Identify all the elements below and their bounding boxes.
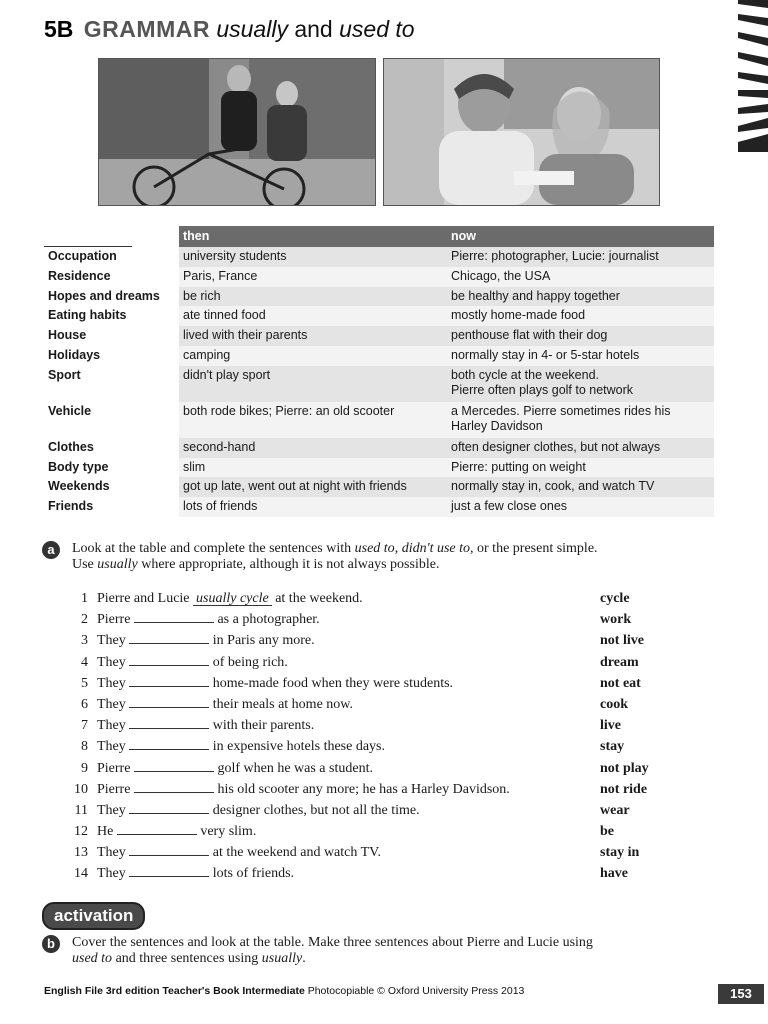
photo-couple-image <box>384 59 659 205</box>
instr-part: . <box>302 951 306 966</box>
sentence-subject: They <box>97 802 126 818</box>
row-label: Weekends <box>48 479 110 494</box>
sentence-number: 9 <box>81 760 88 776</box>
verb-prompt: cook <box>600 696 628 712</box>
verb-prompt: be <box>600 824 614 840</box>
answer-blank[interactable]: usually cycle <box>193 592 272 606</box>
sentence-subject: They <box>97 718 126 734</box>
table-row <box>44 438 714 458</box>
section-label: GRAMMAR <box>83 16 210 42</box>
instr-italic: used to <box>354 541 395 556</box>
sentence-row <box>70 758 700 779</box>
sentence-number: 4 <box>81 654 88 670</box>
page-number: 153 <box>718 984 764 1004</box>
exercise-sentences <box>70 588 700 885</box>
row-then: didn't play sport <box>179 366 447 402</box>
sunburst-decoration <box>738 0 768 152</box>
row-label: Sport <box>48 367 81 382</box>
answer-blank[interactable] <box>129 695 209 708</box>
row-now: Pierre: putting on weight <box>447 458 714 478</box>
header-then: then <box>179 226 447 247</box>
instr-italic: didn't use to <box>401 541 471 556</box>
answer-blank[interactable] <box>134 610 214 623</box>
sentence-row <box>70 821 700 842</box>
sentence-number: 14 <box>74 866 88 882</box>
verb-prompt: not play <box>600 760 649 776</box>
sentence-rest: his old scooter any more; he has a Harley Davidson. <box>217 781 510 797</box>
sentence-rest: at the weekend and watch TV. <box>212 845 381 861</box>
then-now-table <box>44 226 714 517</box>
row-now-line1: a Mercedes. Pierre sometimes rides his <box>451 403 671 418</box>
sentence-number: 13 <box>74 845 88 861</box>
row-now <box>447 366 714 402</box>
sentence-row <box>70 694 700 715</box>
instr-part: and three sentences using <box>112 951 262 966</box>
row-now: often designer clothes, but not always <box>447 438 714 458</box>
row-label: Clothes <box>48 439 94 454</box>
footer-rights: Photocopiable © Oxford University Press 2013 <box>304 985 525 997</box>
row-label: Vehicle <box>48 403 92 418</box>
sentence-subject: He <box>97 824 114 840</box>
row-now <box>447 402 714 438</box>
answer-blank[interactable] <box>117 822 197 835</box>
verb-prompt: not ride <box>600 781 648 797</box>
sentence-rest: as a photographer. <box>217 612 320 628</box>
sentence-row <box>70 842 700 863</box>
footer-credit <box>44 985 524 997</box>
row-then: Paris, France <box>179 267 447 287</box>
instr-italic: usually <box>97 557 138 572</box>
answer-blank[interactable] <box>129 801 209 814</box>
row-label: Holidays <box>48 347 101 362</box>
row-now-line1: both cycle at the weekend. <box>451 367 600 382</box>
exercise-a-badge: a <box>42 541 60 559</box>
row-then: lots of friends <box>179 497 447 517</box>
sentence-rest: in Paris any more. <box>212 633 315 649</box>
row-label: Body type <box>48 459 109 474</box>
exercise-b-text <box>72 935 702 967</box>
exercise-a-instructions <box>42 541 702 573</box>
answer-blank[interactable] <box>129 653 209 666</box>
sentence-rest: designer clothes, but not all the time. <box>212 802 420 818</box>
answer-blank[interactable] <box>129 737 209 750</box>
photo-cyclists <box>98 58 376 206</box>
sentence-subject: They <box>97 866 126 882</box>
sentence-rest: of being rich. <box>212 654 288 670</box>
row-then: second-hand <box>179 438 447 458</box>
sentence-row <box>70 715 700 736</box>
row-then: slim <box>179 458 447 478</box>
table-row <box>44 477 714 497</box>
row-then: university students <box>179 247 447 267</box>
sentence-rest: with their parents. <box>212 718 315 734</box>
sentence-number: 11 <box>74 802 88 818</box>
instr-italic: usually <box>261 951 303 966</box>
row-then: both rode bikes; Pierre: an old scooter <box>179 402 447 438</box>
verb-prompt: stay <box>600 739 625 755</box>
row-now: just a few close ones <box>447 497 714 517</box>
verb-prompt: stay in <box>600 845 640 861</box>
answer-blank[interactable] <box>129 864 209 877</box>
verb-prompt: not eat <box>600 675 641 691</box>
sentence-number: 7 <box>81 718 88 734</box>
sentence-subject: They <box>97 654 126 670</box>
row-now: normally stay in, cook, and watch TV <box>447 477 714 497</box>
sentence-row <box>70 736 700 757</box>
table-row <box>44 346 714 366</box>
activation-label: activation <box>42 902 145 930</box>
row-then: be rich <box>179 287 447 307</box>
table-row <box>44 287 714 307</box>
table-row <box>44 458 714 478</box>
instr-part: , <box>394 541 402 556</box>
sentence-rest: in expensive hotels these days. <box>212 739 386 755</box>
answer-blank[interactable] <box>129 716 209 729</box>
sentence-number: 2 <box>81 612 88 628</box>
row-then: camping <box>179 346 447 366</box>
table-row <box>44 402 714 438</box>
row-now: normally stay in 4- or 5-star hotels <box>447 346 714 366</box>
sentence-subject: They <box>97 675 126 691</box>
answer-blank[interactable] <box>129 843 209 856</box>
verb-prompt: work <box>600 612 632 628</box>
row-label: Residence <box>48 268 111 283</box>
table-row <box>44 306 714 326</box>
exercise-a-text <box>72 541 702 573</box>
row-label: Friends <box>48 499 94 514</box>
sentence-rest: their meals at home now. <box>212 696 353 712</box>
sentence-subject: They <box>97 845 126 861</box>
row-label: Eating habits <box>48 308 127 323</box>
row-now: mostly home-made food <box>447 306 714 326</box>
answer-blank[interactable] <box>134 759 214 772</box>
sentence-subject: They <box>97 739 126 755</box>
verb-prompt: have <box>600 866 628 882</box>
sentence-number: 5 <box>81 675 88 691</box>
sentence-number: 12 <box>74 824 88 840</box>
row-now: Pierre: photographer, Lucie: journalist <box>447 247 714 267</box>
sentence-number: 1 <box>81 591 88 606</box>
sentence-number: 6 <box>81 696 88 712</box>
sentence-rest: at the weekend. <box>275 591 363 606</box>
instr-part: Cover the sentences and look at the table. Make three sentences about Pierre and Lucie using <box>72 935 593 950</box>
verb-prompt: dream <box>600 654 639 670</box>
sentence-subject: They <box>97 696 126 712</box>
answer-blank[interactable] <box>129 631 209 644</box>
sentence-number: 10 <box>74 781 88 797</box>
sentence-row <box>70 588 700 609</box>
unit-number: 5B <box>44 16 74 42</box>
verb-prompt: wear <box>600 802 630 818</box>
sentence-subject: Pierre <box>97 612 131 628</box>
topic-used-to: used to <box>339 16 415 42</box>
row-now: Chicago, the USA <box>447 267 714 287</box>
sentence-subject: Pierre <box>97 760 131 776</box>
instr-italic: used to <box>72 951 113 966</box>
answer-blank[interactable] <box>129 674 209 687</box>
sentence-row <box>70 863 700 884</box>
table-header-row <box>44 226 714 247</box>
instr-part: where appropriate, although it is not always possible. <box>137 557 440 572</box>
instr-part: Look at the table and complete the sentences with <box>72 541 355 556</box>
table-row <box>44 366 714 402</box>
header-now: now <box>447 226 714 247</box>
sentence-row <box>70 652 700 673</box>
answer-blank[interactable] <box>134 780 214 793</box>
topic-and: and <box>287 16 340 42</box>
instr-part: , or the present simple. <box>470 541 598 556</box>
row-now-line2: Harley Davidson <box>451 419 543 434</box>
exercise-b-badge: b <box>42 935 60 953</box>
table-row <box>44 247 714 267</box>
sentence-row <box>70 800 700 821</box>
row-label: Hopes and dreams <box>48 288 160 303</box>
table-row <box>44 326 714 346</box>
row-label: House <box>48 328 87 343</box>
sentence-rest: very slim. <box>200 824 257 840</box>
row-now: be healthy and happy together <box>447 287 714 307</box>
sentence-subject: Pierre and Lucie <box>97 591 190 606</box>
row-now: penthouse flat with their dog <box>447 326 714 346</box>
footer-book: English File 3rd edition Teacher's Book Intermediate <box>44 985 305 997</box>
row-label: Occupation <box>48 249 117 263</box>
sentence-number: 8 <box>81 739 88 755</box>
photo-couple-cafe <box>383 58 660 206</box>
exercise-b-instructions <box>42 935 702 967</box>
sentence-subject: They <box>97 633 126 649</box>
verb-prompt: cycle <box>600 591 630 606</box>
sentence-rest: golf when he was a student. <box>217 760 373 776</box>
row-then: lived with their parents <box>179 326 447 346</box>
sentence-rest: lots of friends. <box>212 866 295 882</box>
sentence-rest: home-made food when they were students. <box>212 675 454 691</box>
topic-usually: usually <box>216 16 288 42</box>
table-row <box>44 497 714 517</box>
sentence-row <box>70 630 700 651</box>
row-then: ate tinned food <box>179 306 447 326</box>
sentence-number: 3 <box>81 633 88 649</box>
sentence-row <box>70 609 700 630</box>
page-title <box>44 14 415 44</box>
row-now-line2: Pierre often plays golf to network <box>451 383 634 398</box>
verb-prompt: not live <box>600 633 644 649</box>
sentence-subject: Pierre <box>97 781 131 797</box>
row-then: got up late, went out at night with friends <box>179 477 447 497</box>
photo-cyclists-image <box>99 59 375 205</box>
instr-part: Use <box>72 557 98 572</box>
header-blank <box>44 226 132 247</box>
verb-prompt: live <box>600 718 621 734</box>
table-row <box>44 267 714 287</box>
sentence-row <box>70 779 700 800</box>
sentence-row <box>70 673 700 694</box>
